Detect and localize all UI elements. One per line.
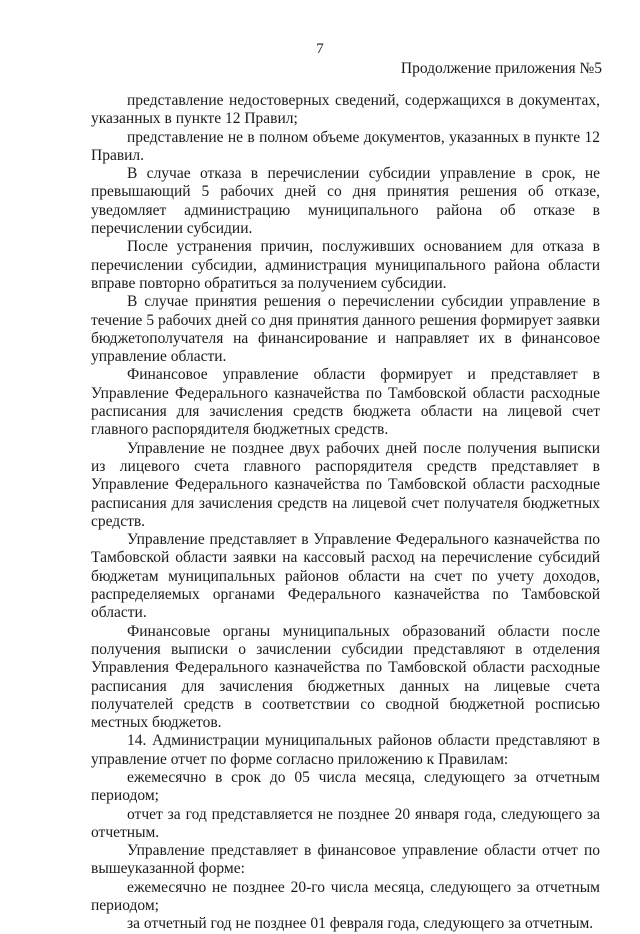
paragraph: В случае отказа в перечислении субсидии управление в срок, не превышающий 5 рабочих дней со дня принятия решения об отказе, уведомляет администрацию муниципального района об отказе в перечислении субсидии. bbox=[91, 165, 600, 238]
paragraph: 14. Администрации муниципальных районов области представляют в управление отчет по форме согласно приложению к Правилам: bbox=[91, 732, 600, 768]
paragraph: Финансовое управление области формирует и представляет в Управление Федерального казначейства по Тамбовской области расходные расписания для зачисления средств бюджета области на лицевой счет главного распорядителя бюджетных средств. bbox=[91, 366, 600, 439]
paragraph: В случае принятия решения о перечислении субсидии управление в течение 5 рабочих дней со дня принятия данного решения формирует заявки бюджетополучателя на финансирование и направляет их в финансовое управление области. bbox=[91, 293, 600, 366]
paragraph: отчет за год представляется не позднее 20 января года, следующего за отчетным. bbox=[91, 805, 600, 841]
page-number: 7 bbox=[316, 41, 324, 57]
paragraph: за отчетный год не позднее 01 февраля года, следующего за отчетным. bbox=[127, 915, 594, 933]
paragraph: Финансовые органы муниципальных образований области после получения выписки о зачислении субсидии представляют в отделения Управления Федерального казначейства по Тамбовской области расходные расписания для зачисления бюджетных данных на лицевые счета получателей средств в соответствии со сводной бюджетной росписью местных бюджетов. bbox=[91, 622, 600, 732]
paragraph: После устранения причин, послуживших основанием для отказа в перечислении субсидии, администрация муниципального района области вправе повторно обратиться за получением субсидии. bbox=[91, 238, 600, 292]
paragraph: Управление не позднее двух рабочих дней после получения выписки из лицевого счета главного распорядителя средств представляет в Управление Федерального казначейства по Тамбовской области расходные расписания для зачисления средств на лицевой счет получателя бюджетных средств. bbox=[91, 439, 600, 530]
paragraph: Управление представляет в финансовое управление области отчет по вышеуказанной форме: bbox=[91, 842, 600, 878]
paragraph: представление не в полном объеме документов, указанных в пункте 12 Правил. bbox=[91, 128, 600, 164]
appendix-continuation-note: Продолжение приложения №5 bbox=[400, 60, 602, 77]
paragraph: ежемесячно в срок до 05 числа месяца, следующего за отчетным периодом; bbox=[91, 768, 600, 805]
paragraph: ежемесячно не позднее 20-го числа месяца, следующего за отчетным периодом; bbox=[91, 878, 600, 915]
document-body bbox=[91, 92, 600, 934]
paragraph: Управление представляет в Управление Федерального казначейства по Тамбовской области заявки на кассовый расход на перечисление субсидий бюджетам муниципальных районов области на счет по учету доходов, распределяемых органами Федерального казначейства по Тамбовской области. bbox=[91, 531, 600, 622]
paragraph: представление недостоверных сведений, содержащихся в документах, указанных в пункте 12 Правил; bbox=[91, 92, 600, 128]
